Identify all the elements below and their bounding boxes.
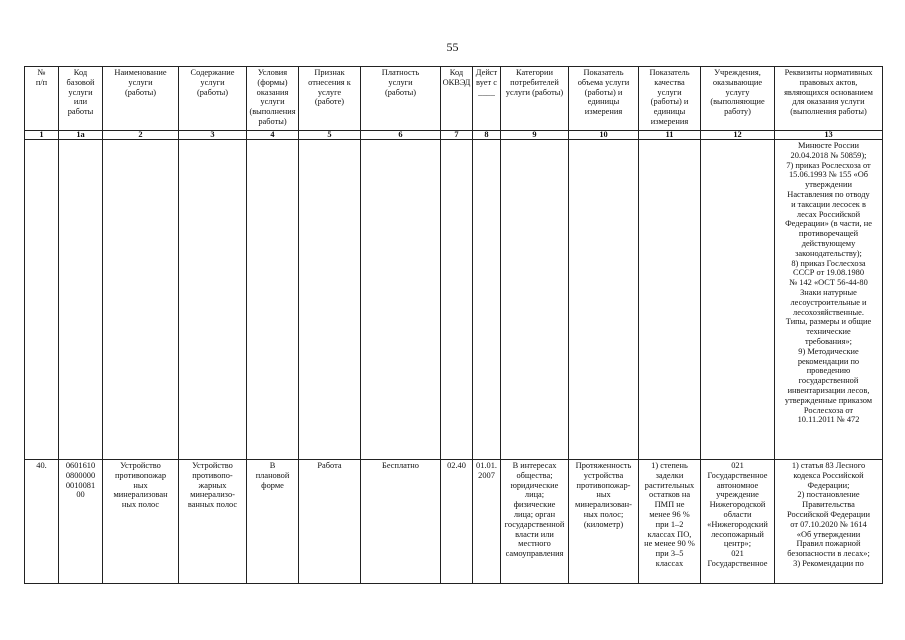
header-cell-consumers: Категории потребителей услуги (работы) — [501, 67, 569, 131]
column-number: 11 — [639, 131, 701, 140]
header-cell-volume: Показатель объема услуги (работы) и единицы измерения — [569, 67, 639, 131]
sign-cell: Работа — [299, 460, 361, 584]
valid-from-cell: 01.01. 2007 — [473, 460, 501, 584]
service-code-cell: 0601610 0800000 0010081 00 — [59, 460, 103, 584]
empty-cell — [501, 140, 569, 460]
column-number: 2 — [103, 131, 179, 140]
column-number: 1а — [59, 131, 103, 140]
column-number: 7 — [441, 131, 473, 140]
empty-cell — [441, 140, 473, 460]
service-name-cell: Устройство противопожар ных минерализован ных полос — [103, 460, 179, 584]
header-cell-sign: Признак отнесения к услуге (работе) — [299, 67, 361, 131]
legal-acts-cell: 1) статья 83 Лесного кодекса Российской Федерации; 2) постановление Правительства Российской Федерации от 07.10.2020 № 1614 «Об утверждении Правил пожарной безопасности в лесах»; 3) Рекомендации по — [775, 460, 883, 584]
header-cell-code: Код базовой услуги или работы — [59, 67, 103, 131]
okved-cell: 02.40 — [441, 460, 473, 584]
header-cell-num: № п/п — [25, 67, 59, 131]
column-number: 5 — [299, 131, 361, 140]
service-content-cell: Устройство противопо- жарных минерализо- ванных полос — [179, 460, 247, 584]
empty-cell — [25, 140, 59, 460]
header-cell-quality: Показатель качества услуги (работы) и единицы измерения — [639, 67, 701, 131]
header-cell-valid-from: Дейст вует с ____ — [473, 67, 501, 131]
empty-cell — [473, 140, 501, 460]
empty-cell — [179, 140, 247, 460]
header-cell-institutions: Учреждения, оказывающие услугу (выполняющие работу) — [701, 67, 775, 131]
quality-indicator-cell: 1) степень заделки растительных остатков на ПМП не менее 96 % при 1–2 классах ПО, не менее 90 % при 3–5 классах — [639, 460, 701, 584]
table-row-continuation — [25, 140, 883, 460]
page-number: 55 — [446, 40, 459, 54]
column-number-row — [25, 131, 883, 140]
column-number: 10 — [569, 131, 639, 140]
header-cell-legal-acts: Реквизиты нормативных правовых актов, являющихся основанием для оказания услуги (выполнения работы) — [775, 67, 883, 131]
column-number: 3 — [179, 131, 247, 140]
row-number-cell: 40. — [25, 460, 59, 584]
volume-indicator-cell: Протяженность устройства противопожар- ных минерализован- ных полос; (километр) — [569, 460, 639, 584]
legal-acts-cell: Минюсте России 20.04.2018 № 50859); 7) приказ Рослесхоза от 15.06.1993 № 155 «Об утверждении Наставления по отводу и таксации лесосек в лесах Российской Федерации» (в части, не противоречащей действующему законодательству); 8) приказ Гослесхоза СССР от 19.08.1980 № 142 «ОСТ 56-44-80 Знаки натурные лесоустроительные и лесохозяйственные. Типы, размеры и общие технические требования»; 9) Методические рекомендации по проведению государственной инвентаризации лесов, утвержденные приказом Рослесхоза от 10.11.2011 № 472 — [775, 140, 883, 460]
column-number: 13 — [775, 131, 883, 140]
empty-cell — [103, 140, 179, 460]
registry-table — [24, 66, 883, 584]
column-number: 4 — [247, 131, 299, 140]
empty-cell — [569, 140, 639, 460]
consumers-cell: В интересах общества; юридические лица; физические лица; орган государственной власти или местного самоуправления — [501, 460, 569, 584]
conditions-cell: В плановой форме — [247, 460, 299, 584]
header-cell-name: Наименование услуги (работы) — [103, 67, 179, 131]
header-cell-conditions: Условия (формы) оказания услуги (выполнения работы) — [247, 67, 299, 131]
table-row — [25, 460, 883, 584]
header-cell-payment: Платность услуги (работы) — [361, 67, 441, 131]
empty-cell — [639, 140, 701, 460]
empty-cell — [361, 140, 441, 460]
header-row — [25, 67, 883, 131]
column-number: 8 — [473, 131, 501, 140]
header-cell-okved: Код ОКВЭД — [441, 67, 473, 131]
column-number: 6 — [361, 131, 441, 140]
empty-cell — [299, 140, 361, 460]
column-number: 1 — [25, 131, 59, 140]
payment-cell: Бесплатно — [361, 460, 441, 584]
empty-cell — [247, 140, 299, 460]
empty-cell — [701, 140, 775, 460]
institutions-cell: 021 Государственное автономное учреждение Нижегородской области «Нижегородский лесопожарный центр»; 021 Государственное — [701, 460, 775, 584]
empty-cell — [59, 140, 103, 460]
column-number: 12 — [701, 131, 775, 140]
column-number: 9 — [501, 131, 569, 140]
header-cell-content: Содержание услуги (работы) — [179, 67, 247, 131]
